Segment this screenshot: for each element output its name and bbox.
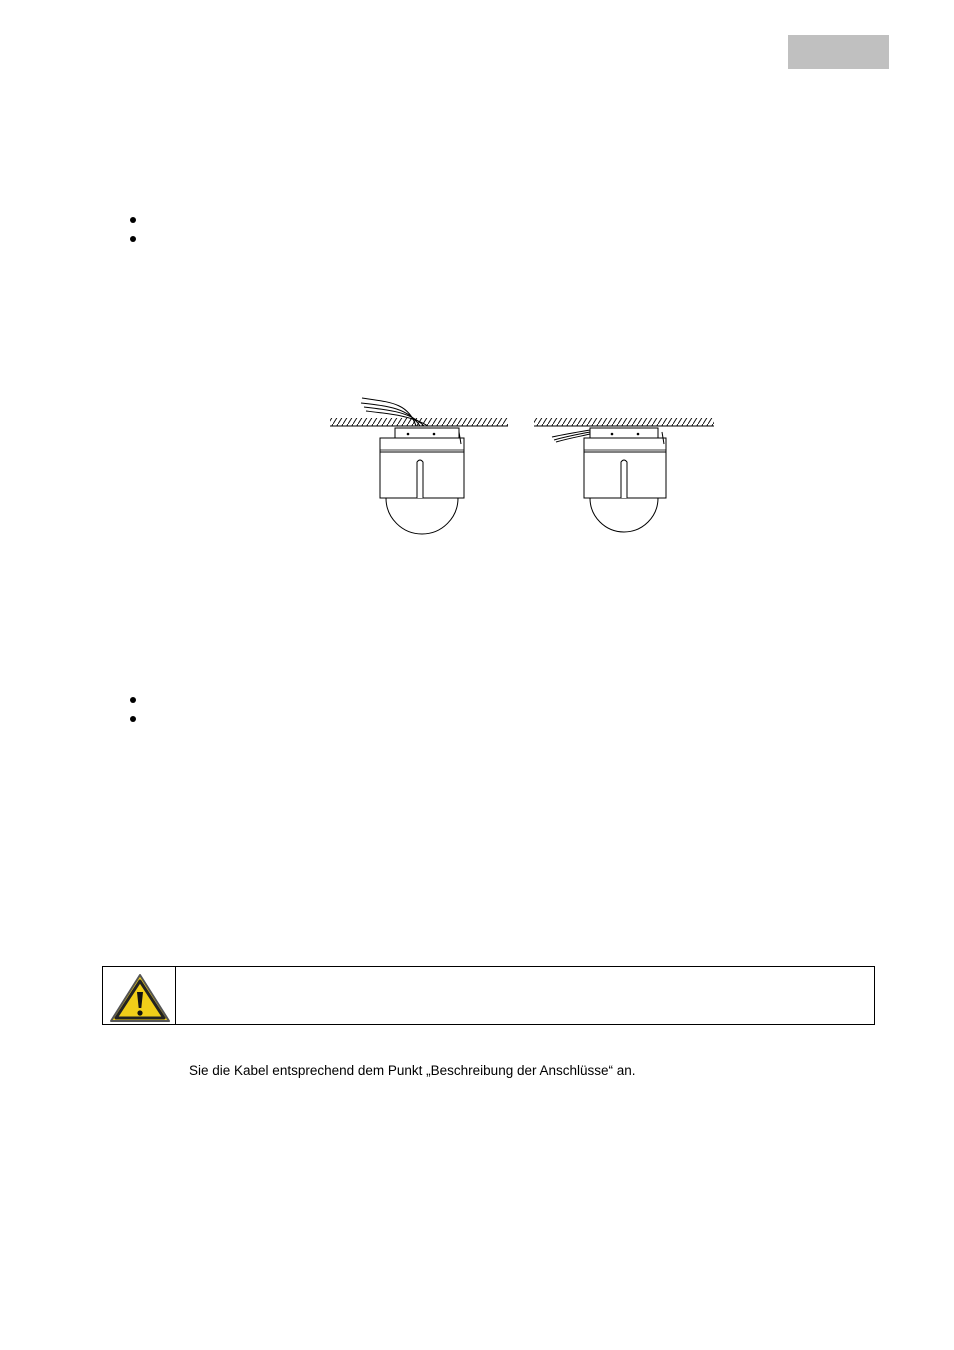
- warning-triangle-icon: [109, 973, 171, 1023]
- warning-icon-cell: [103, 967, 176, 1024]
- bullet-marker: [130, 697, 136, 703]
- bullet-marker: [130, 217, 136, 223]
- connection-note: Sie die Kabel entsprechend dem Punkt „Beschreibung der Anschlüsse“ an.: [189, 1063, 636, 1078]
- warning-box: [102, 966, 875, 1025]
- page-header-tab: [788, 35, 889, 69]
- bullet-marker: [130, 716, 136, 722]
- bullet-marker: [130, 236, 136, 242]
- ceiling-mount-cable-routing-illustration: [328, 392, 716, 544]
- ceiling-mount-figure: [328, 392, 716, 544]
